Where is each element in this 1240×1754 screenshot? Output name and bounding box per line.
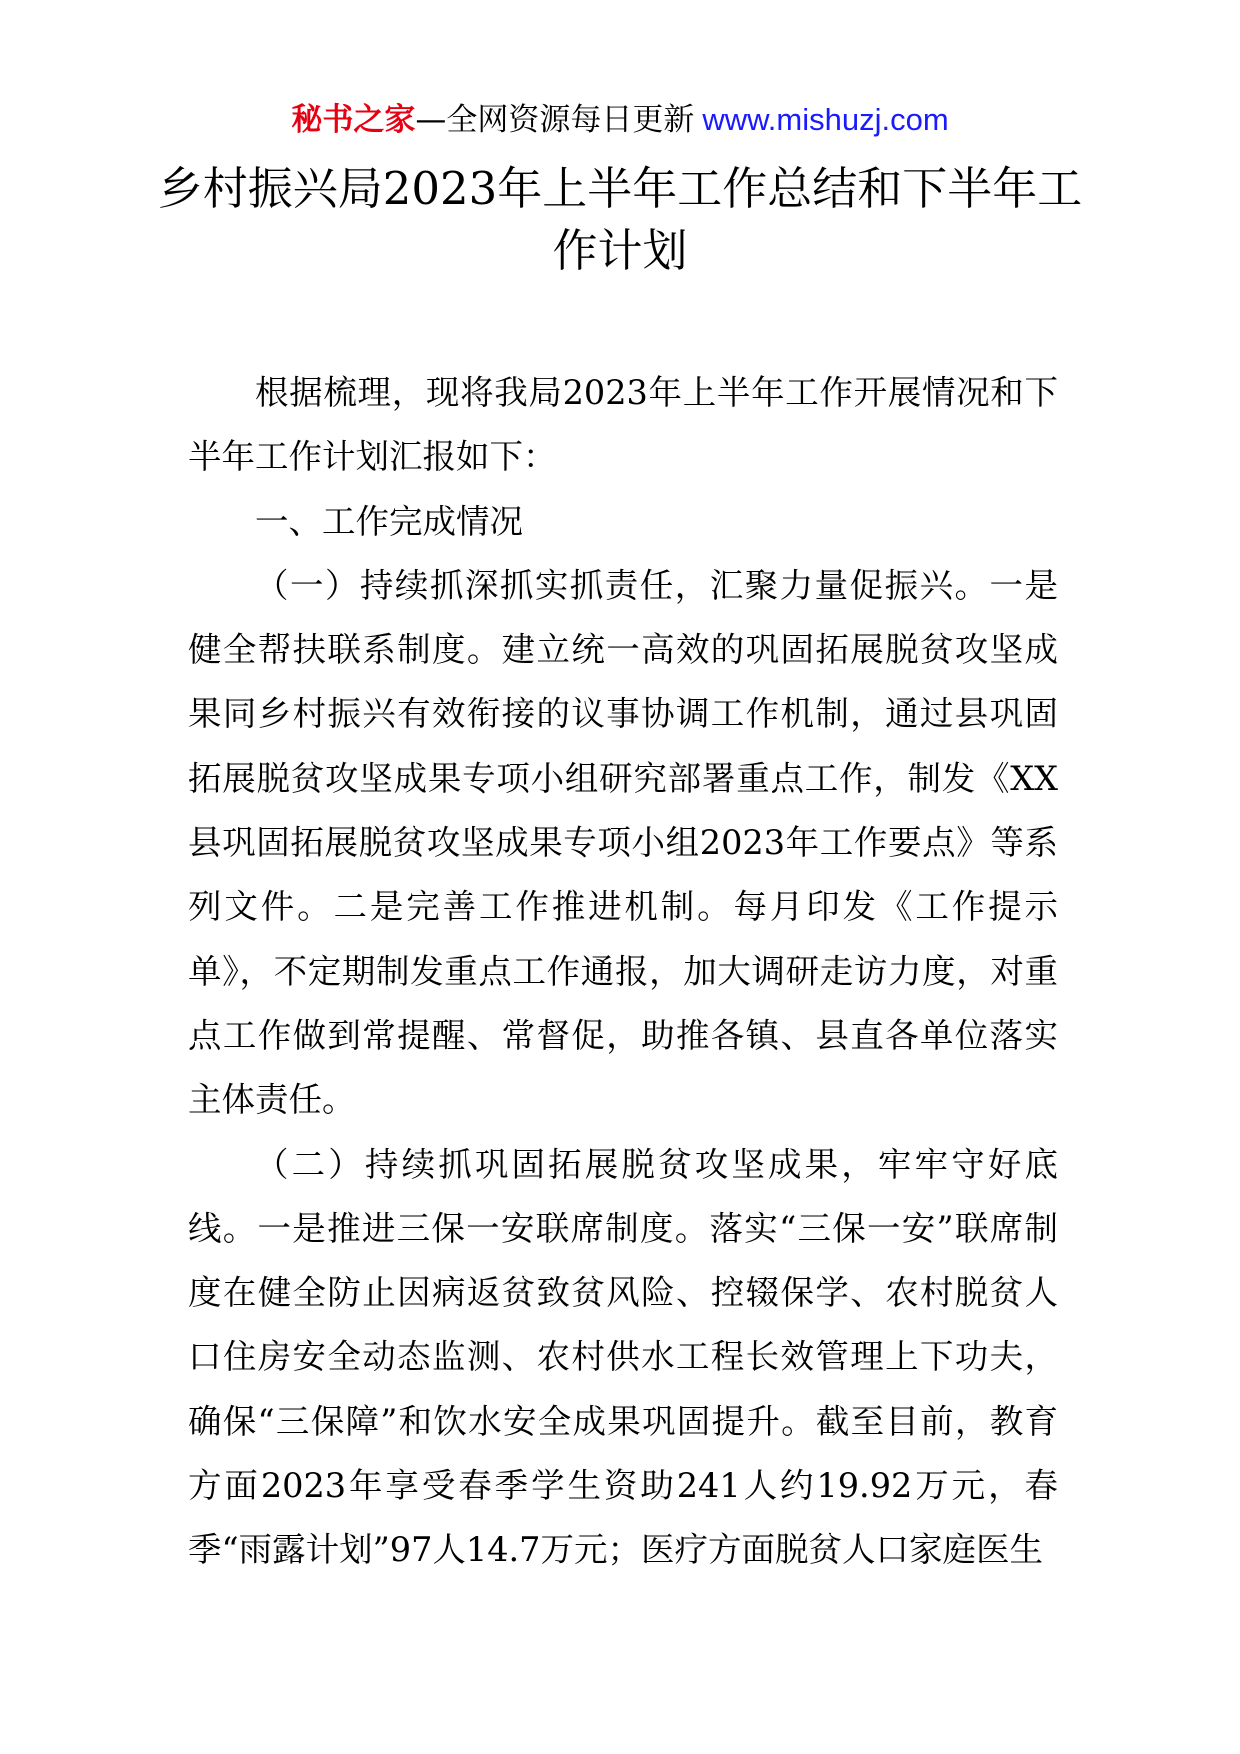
section-heading: 一、工作完成情况 bbox=[255, 501, 523, 541]
site-header bbox=[0, 100, 1240, 140]
body-paragraph: （二）持续抓巩固拓展脱贫攻坚成果，牢牢守好底线。一是推进三保一安联席制度。落实“三保一安”联席制度在健全防止因病返贫致贫风险、控辍保学、农村脱贫人口住房安全动态监测、农村供水工程长效管理上下功夫，确保“三保障”和饮水安全成果巩固提升。截至目前，教育方面2023年享受春季学生资助241人约19.92万元，春季“雨露计划”97人14.7万元；医疗方面脱贫人口家庭医生 bbox=[188, 1144, 1058, 1570]
document-body bbox=[188, 361, 1058, 1583]
header-tagline: —全网资源每日更新 bbox=[415, 102, 695, 138]
intro-paragraph: 根据梳理，现将我局2023年上半年工作开展情况和下半年工作计划汇报如下： bbox=[188, 373, 1058, 477]
body-paragraph: （一）持续抓深抓实抓责任，汇聚力量促振兴。一是健全帮扶联系制度。建立统一高效的巩固拓展脱贫攻坚成果同乡村振兴有效衔接的议事协调工作机制，通过县巩固拓展脱贫攻坚成果专项小组研究部署重点工作，制发《XX县巩固拓展脱贫攻坚成果专项小组2023年工作要点》等系列文件。二是完善工作推进机制。每月印发《工作提示单》，不定期制发重点工作通报，加大调研走访力度，对重点工作做到常提醒、常督促，助推各镇、县直各单位落实主体责任。 bbox=[188, 565, 1058, 1120]
site-url-link[interactable]: www.mishuzj.com bbox=[702, 102, 949, 137]
document-title: 乡村振兴局2023年上半年工作总结和下半年工作计划 bbox=[157, 162, 1083, 277]
brand-name: 秘书之家 bbox=[291, 102, 416, 138]
